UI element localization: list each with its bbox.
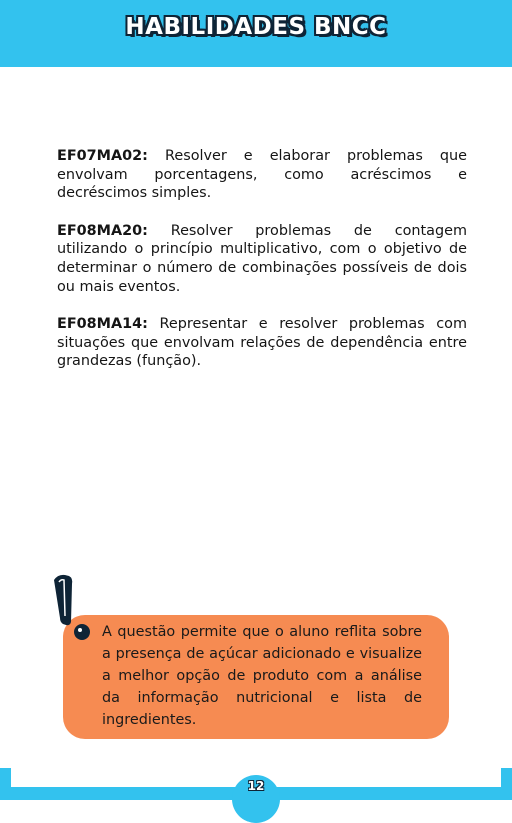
skills-list xyxy=(57,147,467,390)
skill-description: Resolver problemas de contagem utilizando o princípio multiplicativo, com o objetivo de determinar o número de combinações possíveis de dois ou mais eventos. xyxy=(57,222,467,295)
skill-code: EF08MA14: xyxy=(57,316,148,333)
page-number: 12 xyxy=(247,779,265,793)
skill-item xyxy=(57,315,467,371)
skill-description: Resolver e elaborar problemas que envolvam porcentagens, como acréscimos e decréscimos simples. xyxy=(57,148,467,202)
exclamation-icon xyxy=(50,570,92,642)
skill-code: EF07MA02: xyxy=(57,148,148,164)
skill-code: EF08MA20: xyxy=(57,222,148,239)
skill-item xyxy=(57,147,467,203)
skill-item xyxy=(57,222,467,296)
callout-text: A questão permite que o aluno reflita sobre a presença de açúcar adicionado e visualize a melhor opção de produto com a análise da informação nutricional e lista de ingredientes. xyxy=(102,624,422,728)
page-title: HABILIDADES BNCC xyxy=(125,14,387,40)
skill-description: Representar e resolver problemas com situações que envolvam relações de dependência entre grandezas (função). xyxy=(57,316,467,370)
